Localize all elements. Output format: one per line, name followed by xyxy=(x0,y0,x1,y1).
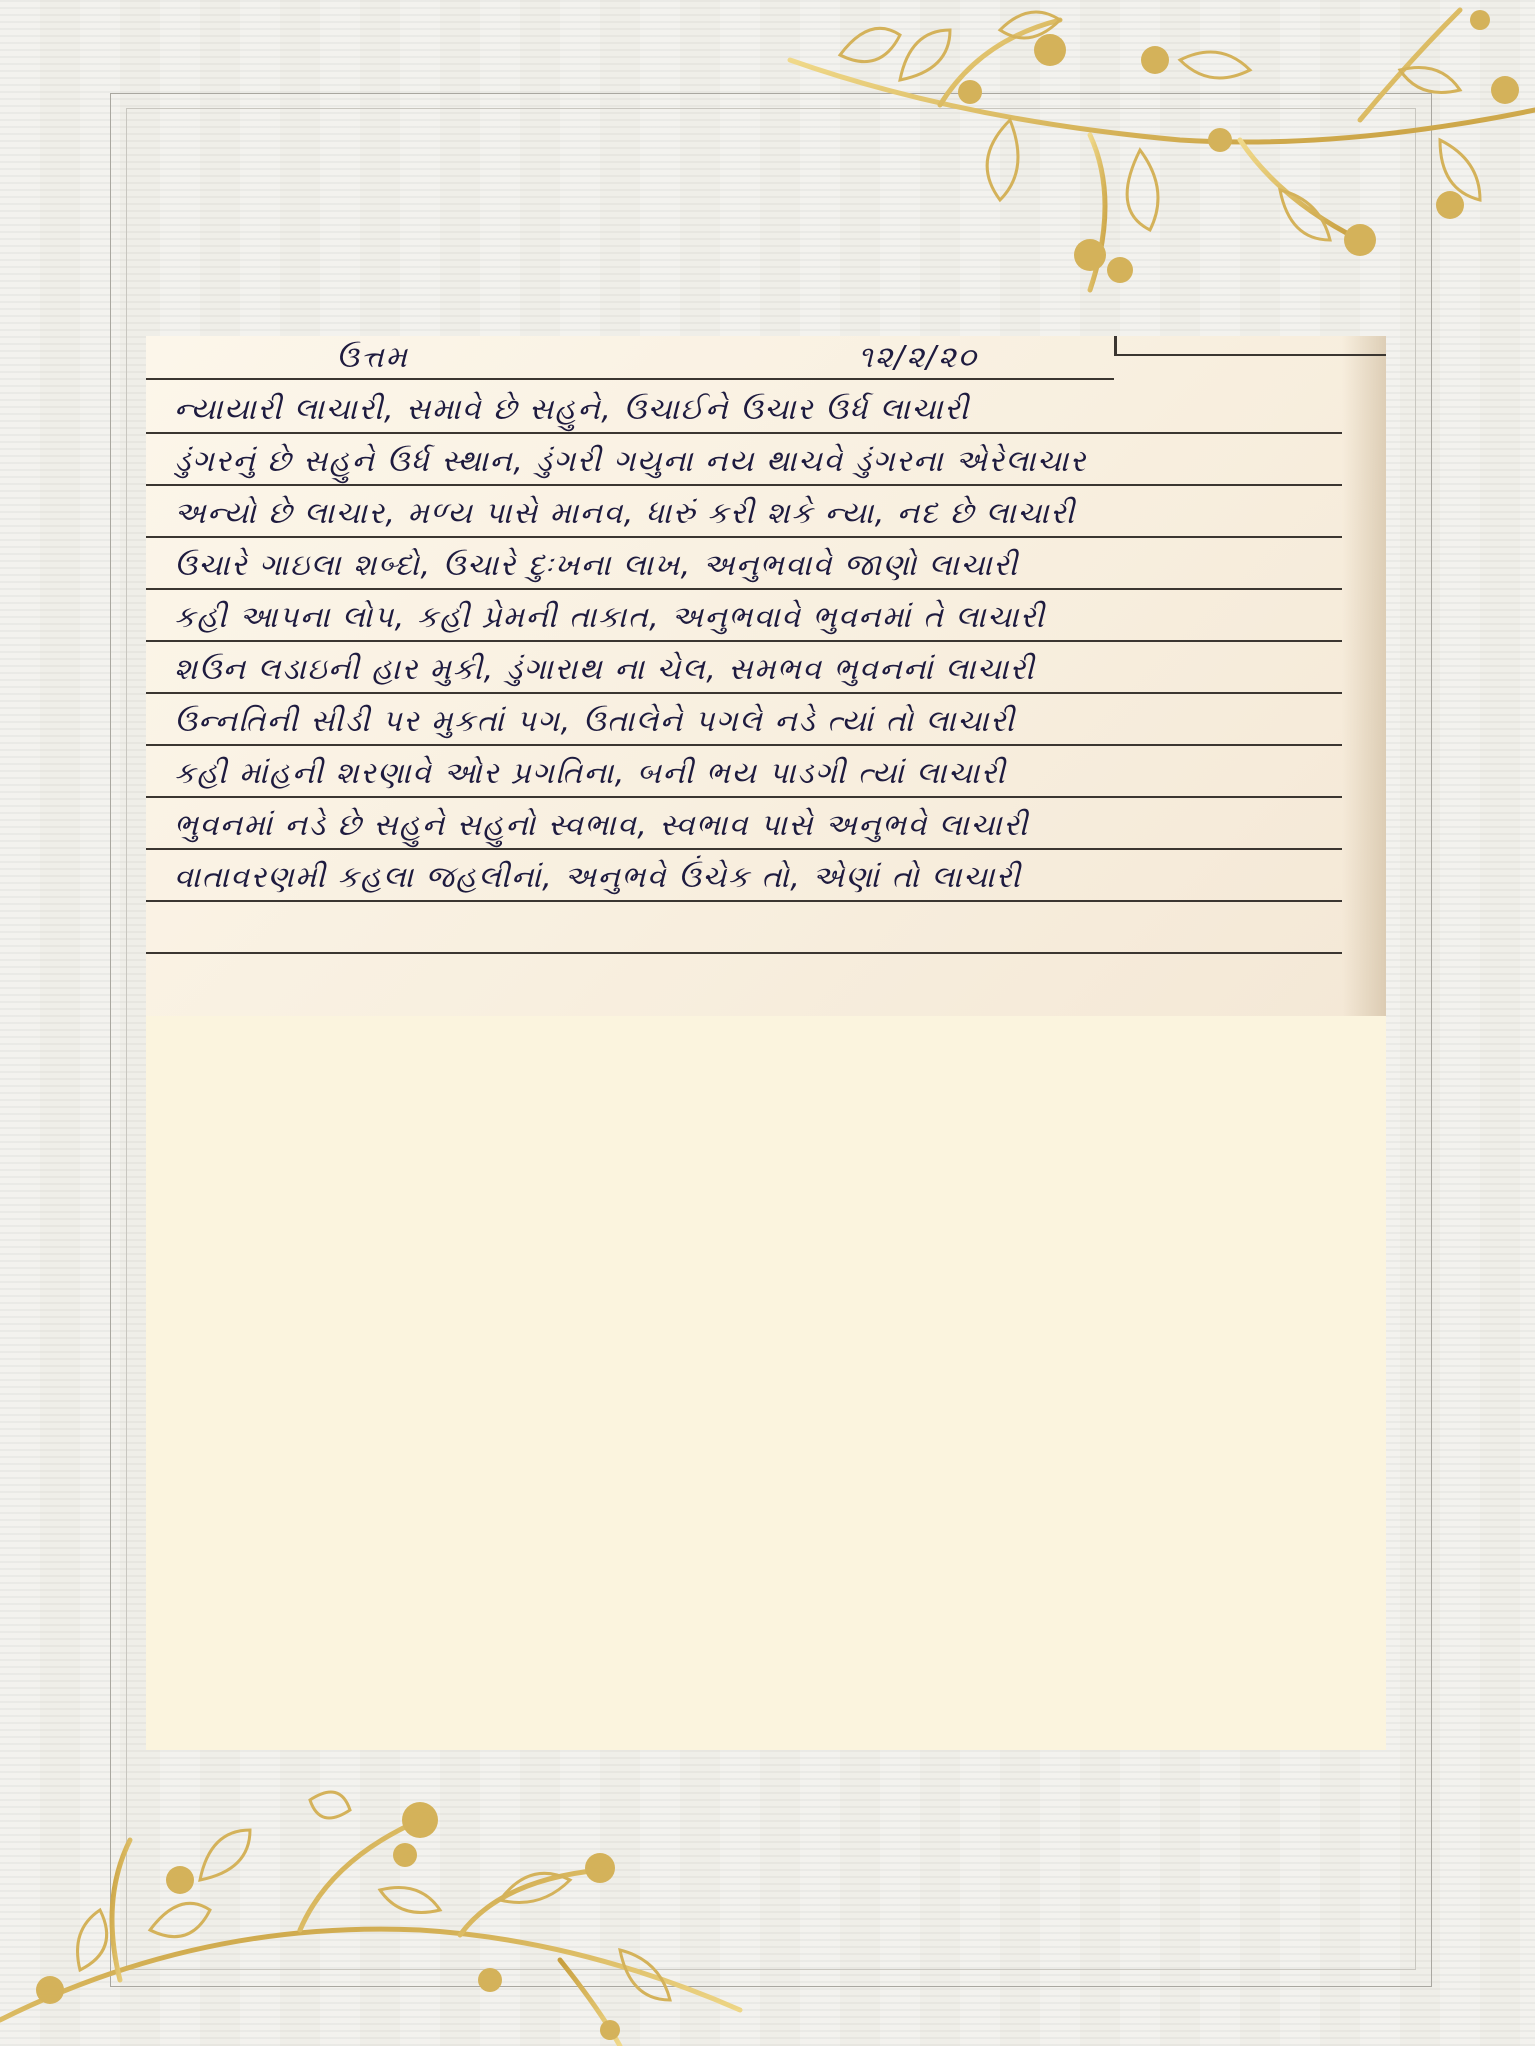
handwritten-line: ઉચારે ગાઇલા શબ્દો, ઉચારે દુઃખના લાખ, અનુભવાવે જાણો લાચારી xyxy=(174,548,1019,583)
handwritten-line: ઉન્નતિની સીડી પર મુકતાં પગ, ઉતાલેને પગલે નડે ત્યાં તો લાચારી xyxy=(174,704,1016,739)
handwritten-line: ન્યાયારી લાચારી, સમાવે છે સહુને, ઉચાઈને ઉચાર ઉર્ધ લાચારી xyxy=(174,392,970,427)
gold-branch-icon xyxy=(0,1780,760,2046)
handwritten-line: શઉન લડાઇની હાર મુકી, ડુંગારાથ ના ચેલ, સમભવ ભુવનનાં લાચારી xyxy=(174,652,1036,687)
header-margin-line xyxy=(1114,336,1117,356)
header-rule-short xyxy=(1114,354,1386,356)
gold-branch-icon xyxy=(760,0,1535,310)
handwritten-line: કહી માંહની શરણાવે ઓર પ્રગતિના, બની ભય પાડગી ત્યાં લાચારી xyxy=(174,756,1007,791)
rule-line xyxy=(146,952,1342,954)
handwritten-line: અન્યો છે લાચાર, મળ્ય પાસે માનવ, ધારું કરી શકે ન્યા, નદ છે લાચારી xyxy=(174,496,1076,531)
handwritten-line: ડુંગરનું છે સહુને ઉર્ધ સ્થાન, ડુંગરી ગયુના નય થાચવે ડુંગરના એરેલાચાર xyxy=(174,444,1087,479)
header-left-text: ઉત્તમ xyxy=(336,340,409,375)
header-date-text: ૧૨/૨/૨૦ xyxy=(858,340,978,375)
handwritten-page-photo xyxy=(146,336,1386,1016)
header-rule xyxy=(146,378,1114,380)
handwritten-line: કહી આપના લોપ, કહી પ્રેમની તાકાત, અનુભવાવે ભુવનમાં તે લાચારી xyxy=(174,600,1046,635)
handwritten-line: ભુવનમાં નડે છે સહુને સહુનો સ્વભાવ, સ્વભાવ પાસે અનુભવે લાચારી xyxy=(174,808,1029,843)
handwritten-line: વાતાવરણમી કહલા જહલીનાં, અનુભવે ઉંચેક તો, એણાં તો લાચારી xyxy=(174,860,1022,895)
